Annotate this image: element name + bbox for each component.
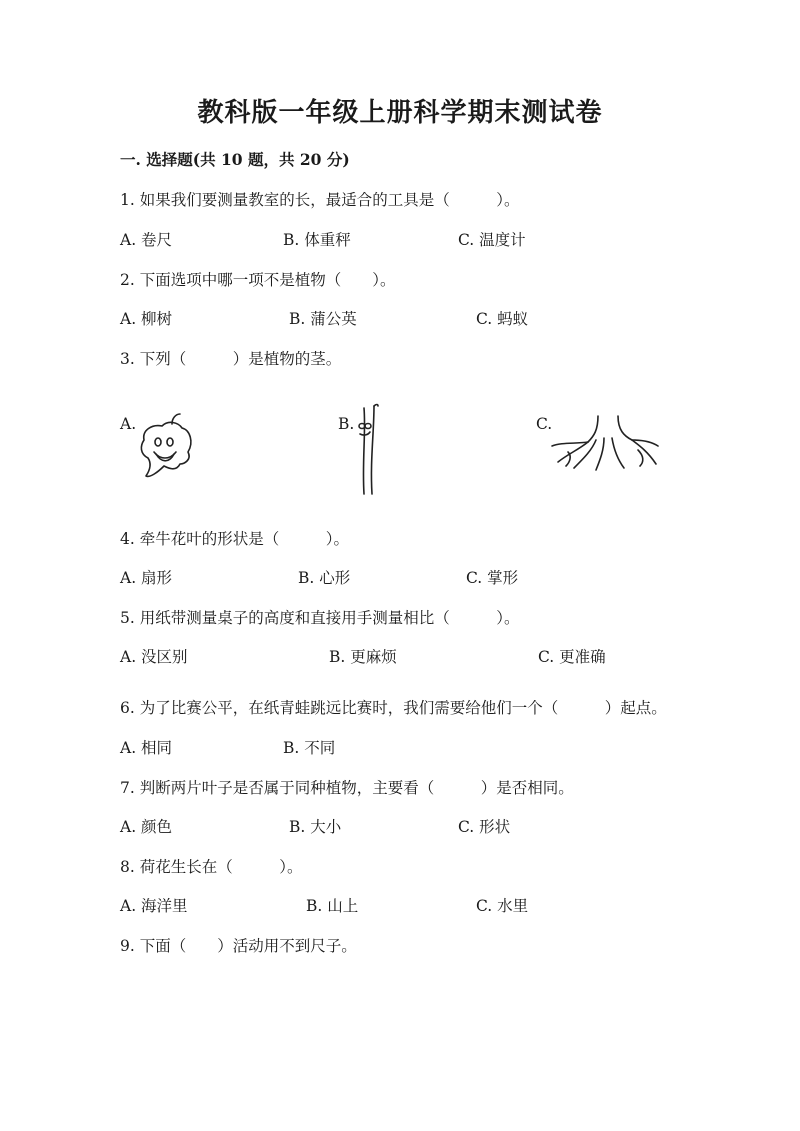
q4-option-b[interactable]: B. 心形 xyxy=(298,569,351,587)
q3-option-a[interactable]: A. xyxy=(120,415,137,433)
question-1: 1. 如果我们要测量教室的长，最适合的工具是（ ）。 xyxy=(120,191,520,209)
stem-drawing-icon xyxy=(350,402,390,498)
question-8: 8. 荷花生长在（ ）。 xyxy=(120,858,303,876)
question-6: 6. 为了比赛公平，在纸青蛙跳远比赛时，我们需要给他们一个（ ）起点。 xyxy=(120,699,667,717)
q6-option-a[interactable]: A. 相同 xyxy=(120,739,173,757)
q5-option-b[interactable]: B. 更麻烦 xyxy=(329,648,397,666)
section-heading: 一. 选择题(共 10 题，共 20 分) xyxy=(120,150,350,169)
q6-option-b[interactable]: B. 不同 xyxy=(283,739,336,757)
q1-option-c[interactable]: C. 温度计 xyxy=(458,231,526,249)
question-9: 9. 下面（ ）活动用不到尺子。 xyxy=(120,937,357,955)
leaf-drawing-icon xyxy=(132,412,202,482)
q3-option-c[interactable]: C. xyxy=(536,415,553,433)
question-3: 3. 下列（ ）是植物的茎。 xyxy=(120,350,342,368)
exam-title: 教科版一年级上册科学期末测试卷 xyxy=(197,98,603,128)
q3-option-b[interactable]: B. xyxy=(338,415,355,433)
q8-option-c[interactable]: C. 水里 xyxy=(476,897,529,915)
q5-option-a[interactable]: A. 没区别 xyxy=(120,648,188,666)
q8-option-a[interactable]: A. 海洋里 xyxy=(120,897,188,915)
q4-option-c[interactable]: C. 掌形 xyxy=(466,569,519,587)
q1-option-b[interactable]: B. 体重秤 xyxy=(283,231,351,249)
q7-option-b[interactable]: B. 大小 xyxy=(289,818,342,836)
q8-option-b[interactable]: B. 山上 xyxy=(306,897,359,915)
q1-option-a[interactable]: A. 卷尺 xyxy=(120,231,173,249)
q5-option-c[interactable]: C. 更准确 xyxy=(538,648,606,666)
question-4: 4. 牵牛花叶的形状是（ ）。 xyxy=(120,530,349,548)
question-7: 7. 判断两片叶子是否属于同种植物，主要看（ ）是否相同。 xyxy=(120,779,574,797)
q7-option-a[interactable]: A. 颜色 xyxy=(120,818,173,836)
q2-option-a[interactable]: A. 柳树 xyxy=(120,310,173,328)
roots-drawing-icon xyxy=(548,416,660,472)
question-2: 2. 下面选项中哪一项不是植物（ ）。 xyxy=(120,271,396,289)
q2-option-c[interactable]: C. 蚂蚁 xyxy=(476,310,529,328)
q7-option-c[interactable]: C. 形状 xyxy=(458,818,511,836)
q2-option-b[interactable]: B. 蒲公英 xyxy=(289,310,357,328)
question-5: 5. 用纸带测量桌子的高度和直接用手测量相比（ ）。 xyxy=(120,609,520,627)
q4-option-a[interactable]: A. 扇形 xyxy=(120,569,173,587)
